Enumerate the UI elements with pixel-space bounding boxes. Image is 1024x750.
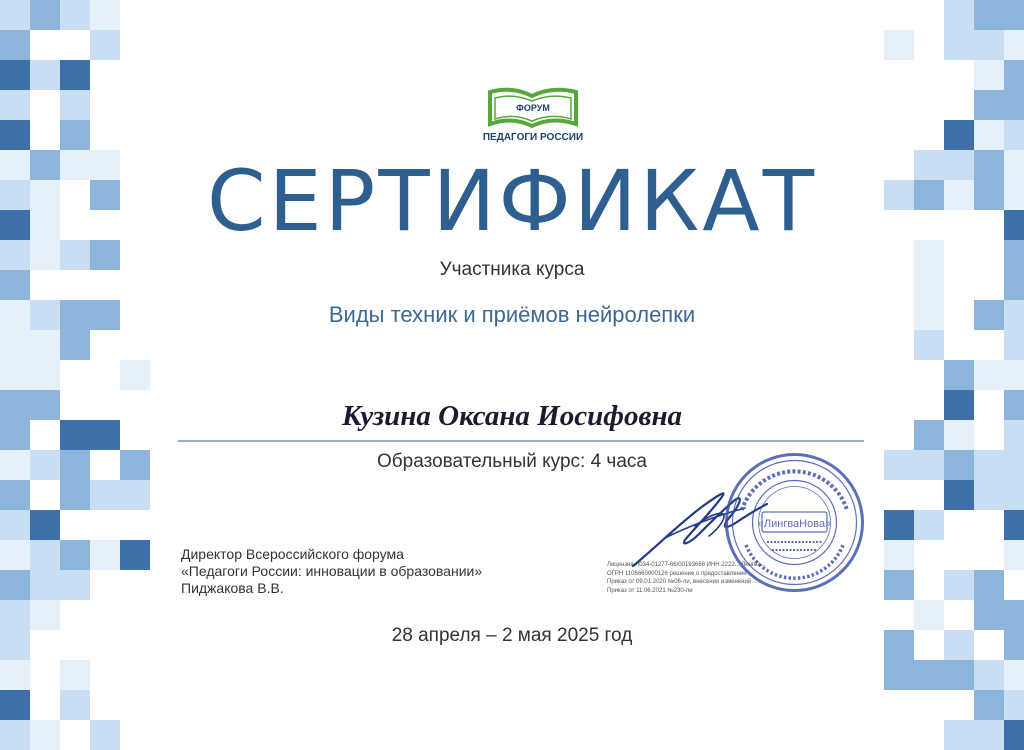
- mosaic-tile: [30, 540, 60, 570]
- mosaic-tile: [974, 60, 1004, 90]
- license-line: Лицензия Л034-01277-66/00193668 ИНН 2222... Лингва...: [607, 562, 766, 568]
- mosaic-tile: [90, 480, 120, 510]
- mosaic-tile: [30, 360, 60, 390]
- mosaic-tile: [0, 60, 30, 90]
- name-underline: [178, 440, 864, 442]
- logo-bottom-text: ПЕДАГОГИ РОССИИ: [482, 132, 584, 143]
- mosaic-tile: [884, 570, 914, 600]
- forum-logo: [478, 86, 588, 146]
- course-duration: Образовательный курс: 4 часа: [377, 451, 647, 472]
- mosaic-tile: [944, 0, 974, 30]
- logo-top-text: ФОРУМ: [516, 103, 550, 113]
- mosaic-tile: [944, 720, 974, 750]
- mosaic-tile: [0, 330, 30, 360]
- director-name: Пиджакова В.В.: [181, 580, 284, 596]
- mosaic-tile: [0, 90, 30, 120]
- mosaic-tile: [974, 570, 1004, 600]
- mosaic-tile: [120, 540, 150, 570]
- mosaic-tile: [0, 480, 30, 510]
- mosaic-tile: [30, 510, 60, 540]
- mosaic-tile: [884, 510, 914, 540]
- mosaic-tile: [90, 0, 120, 30]
- mosaic-tile: [974, 30, 1004, 60]
- mosaic-tile: [90, 720, 120, 750]
- mosaic-tile: [0, 30, 30, 60]
- director-forum-name: «Педагоги России: инновации в образовании»: [181, 563, 483, 579]
- mosaic-tile: [1004, 60, 1024, 90]
- mosaic-tile: [60, 90, 90, 120]
- mosaic-tile: [1004, 120, 1024, 150]
- mosaic-tile: [30, 60, 60, 90]
- mosaic-tile: [1004, 0, 1024, 30]
- mosaic-tile: [974, 690, 1004, 720]
- mosaic-tile: [944, 120, 974, 150]
- license-line: Приказ от 11.06.2021 №230-ли: [607, 587, 693, 594]
- mosaic-tile: [60, 540, 90, 570]
- mosaic-tile: [1004, 30, 1024, 60]
- mosaic-tile: [120, 360, 150, 390]
- recipient-name: Кузина Оксана Иосифовна: [341, 400, 683, 432]
- left-mosaic-border: [0, 0, 140, 730]
- mosaic-tile: [974, 90, 1004, 120]
- course-dates: 28 апреля – 2 мая 2025 год: [391, 625, 633, 646]
- mosaic-tile: [884, 540, 914, 570]
- mosaic-tile: [1004, 540, 1024, 570]
- mosaic-tile: [60, 60, 90, 90]
- mosaic-tile: [60, 120, 90, 150]
- mosaic-tile: [974, 120, 1004, 150]
- mosaic-tile: [90, 30, 120, 60]
- license-line: Приказ от 09.01.2020 №06-ли, внесении изменений ...: [607, 579, 758, 585]
- mosaic-tile: [1004, 720, 1024, 750]
- mosaic-tile: [1004, 480, 1024, 510]
- mosaic-tile: [60, 330, 90, 360]
- mosaic-tile: [1004, 690, 1024, 720]
- mosaic-tile: [60, 480, 90, 510]
- mosaic-tile: [974, 0, 1004, 30]
- mosaic-tile: [0, 720, 30, 750]
- mosaic-tile: [30, 570, 60, 600]
- certificate-title: СЕРТИФИКАТ: [206, 152, 818, 250]
- mosaic-tile: [914, 660, 944, 690]
- mosaic-tile: [0, 660, 30, 690]
- mosaic-tile: [884, 30, 914, 60]
- mosaic-tile: [944, 30, 974, 60]
- mosaic-tile: [974, 360, 1004, 390]
- mosaic-tile: [60, 0, 90, 30]
- mosaic-tile: [60, 660, 90, 690]
- mosaic-tile: [0, 120, 30, 150]
- mosaic-tile: [974, 720, 1004, 750]
- certificate-subtitle: Участника курса: [439, 259, 585, 280]
- mosaic-tile: [1004, 330, 1024, 360]
- mosaic-tile: [60, 690, 90, 720]
- mosaic-tile: [30, 720, 60, 750]
- mosaic-tile: [1004, 360, 1024, 390]
- mosaic-tile: [1004, 90, 1024, 120]
- mosaic-tile: [60, 570, 90, 600]
- organization-stamp: [722, 450, 867, 595]
- mosaic-tile: [0, 540, 30, 570]
- mosaic-tile: [120, 480, 150, 510]
- mosaic-tile: [0, 0, 30, 30]
- license-line: ОГРН 1106660000126 решение о предоставлении ...: [607, 570, 754, 577]
- mosaic-tile: [944, 480, 974, 510]
- director-title: Директор Всероссийского форума: [181, 546, 404, 562]
- mosaic-tile: [884, 660, 914, 690]
- mosaic-tile: [944, 570, 974, 600]
- mosaic-tile: [944, 660, 974, 690]
- stamp-center-text: «ЛингваНова»: [757, 518, 832, 530]
- right-mosaic-border: [884, 0, 1024, 730]
- mosaic-tile: [914, 510, 944, 540]
- mosaic-tile: [0, 510, 30, 540]
- mosaic-tile: [90, 540, 120, 570]
- mosaic-tile: [30, 330, 60, 360]
- mosaic-tile: [944, 360, 974, 390]
- mosaic-tile: [914, 330, 944, 360]
- director-block: [181, 546, 482, 597]
- mosaic-tile: [974, 660, 1004, 690]
- mosaic-tile: [30, 0, 60, 30]
- mosaic-tile: [974, 480, 1004, 510]
- course-name: Виды техник и приёмов нейролепки: [328, 302, 696, 327]
- mosaic-tile: [0, 360, 30, 390]
- mosaic-tile: [1004, 660, 1024, 690]
- mosaic-tile: [0, 570, 30, 600]
- mosaic-tile: [0, 690, 30, 720]
- mosaic-tile: [1004, 510, 1024, 540]
